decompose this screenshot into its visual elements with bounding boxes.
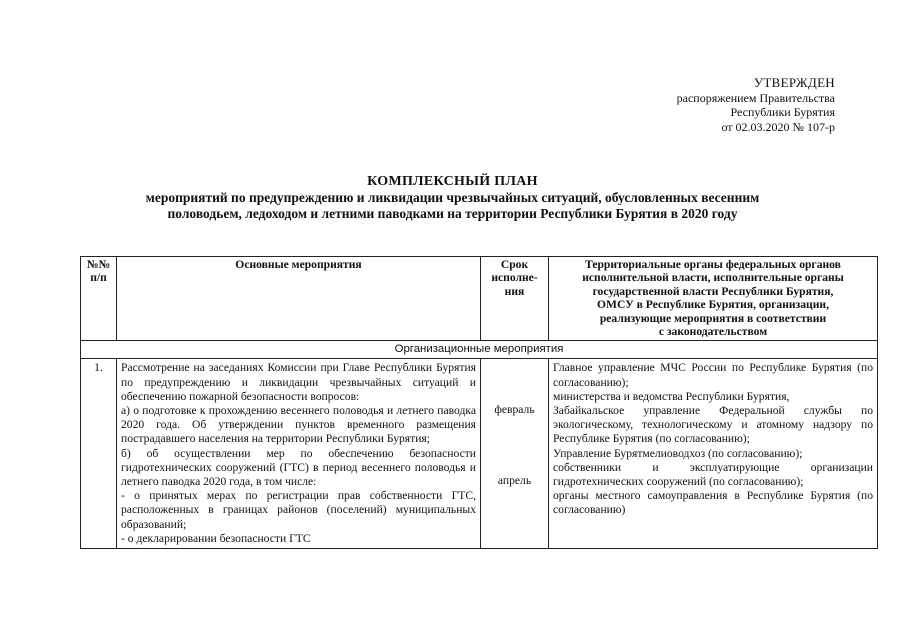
org-paragraph: собственники и эксплуатирующие организации гидротехнических сооружений (по согласованию); <box>553 460 873 489</box>
plan-table <box>80 256 878 549</box>
term-february: февраль <box>494 403 535 417</box>
approval-line: Республики Бурятия <box>730 105 835 119</box>
header-num: №№ п/п <box>81 257 117 341</box>
document-title: КОМПЛЕКСНЫЙ ПЛАН <box>367 174 538 189</box>
approval-stamp <box>677 76 835 134</box>
table-header-row <box>81 257 878 341</box>
table-row <box>81 359 878 549</box>
org-paragraph: Главное управление МЧС России по Республике Бурятия (по согласованию); <box>553 361 873 389</box>
document-heading <box>0 174 905 222</box>
measure-paragraph: а) о подготовке к прохождению весеннего половодья и летнего паводка 2020 года. Об утверждении пунктов временного размещения пострадавшего населения на территории Республики Бурятия; <box>121 404 476 446</box>
row-measures <box>117 359 481 549</box>
header-term: Срок исполне- ния <box>481 257 549 341</box>
measure-paragraph: - о принятых мерах по регистрации прав собственности ГТС, расположенных в границах районов (поселений) муниципальных образований; <box>121 489 476 531</box>
header-measures: Основные мероприятия <box>117 257 481 341</box>
measure-paragraph: - о декларировании безопасности ГТС <box>121 531 311 545</box>
row-term <box>481 359 549 549</box>
section-title: Организационные мероприятия <box>81 341 878 359</box>
approval-date: от 02.03.2020 № 107-р <box>721 119 835 134</box>
org-paragraph: органы местного самоуправления в Республике Бурятия (по согласованию) <box>553 489 873 517</box>
header-orgs: Территориальные органы федеральных органов исполнительной власти, исполнительные органы государственной власти Республики Бурятия, ОМСУ в Республике Бурятия, организации, реализующие мероприятия в соответствии с законодательством <box>549 257 878 341</box>
approval-title: УТВЕРЖДЕН <box>753 75 835 90</box>
document-subtitle: мероприятий по предупреждению и ликвидации чрезвычайных ситуаций, обусловленных весенним <box>145 190 760 205</box>
row-number: 1. <box>81 359 117 549</box>
org-paragraph: Забайкальское управление Федеральной службы по экологическому, технологическому и атомному надзору по Республике Бурятия (по согласованию); <box>553 404 873 446</box>
section-row <box>81 341 878 359</box>
term-april: апрель <box>497 474 532 488</box>
document-subtitle: половодьем, ледоходом и летними паводками на территории Республики Бурятия в 2020 году <box>167 206 738 221</box>
org-paragraph: министерства и ведомства Республики Бурятия, <box>553 389 790 403</box>
measure-paragraph: Рассмотрение на заседаниях Комиссии при Главе Республики Бурятия по предупреждению и ликвидации чрезвычайных ситуаций и обеспечению пожарной безопасности вопросов: <box>121 361 476 403</box>
approval-line: распоряжением Правительства <box>676 90 835 105</box>
row-orgs <box>549 359 878 549</box>
org-paragraph: Управление Бурятмелиоводхоз (по согласованию); <box>553 446 803 460</box>
measure-paragraph: б) об осуществлении мер по обеспечению безопасности гидротехнических сооружений (ГТС) в период весеннего половодья и летнего паводка 2020 года, в том числе: <box>121 446 476 489</box>
